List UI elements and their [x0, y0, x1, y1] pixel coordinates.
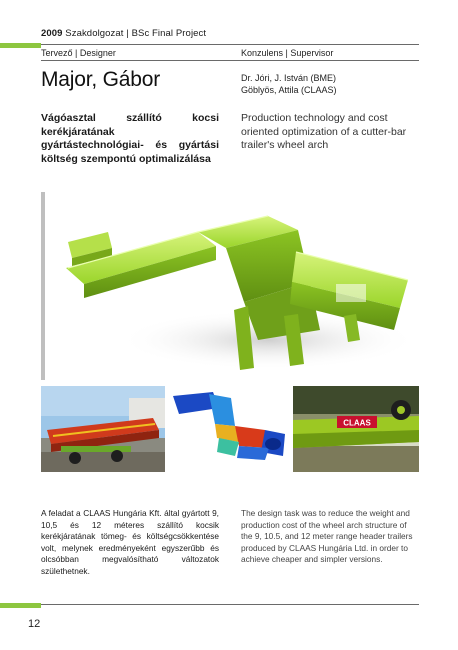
fem-analysis-image: [169, 386, 289, 472]
supervisor-2: Göblyös, Attila (CLAAS): [241, 85, 337, 95]
designer-name: Major, Gábor: [41, 68, 160, 91]
footer-rule: [41, 604, 419, 605]
title-english: Production technology and cost oriented optimization of a cutter-bar trailer's wheel arch: [241, 112, 407, 151]
roles-rule: [41, 60, 419, 61]
header-project: Szakdolgozat | BSc Final Project: [62, 28, 207, 39]
accent-bar-top: [0, 43, 41, 48]
body-text-hungarian: A feladat a CLAAS Hungária Kft. által gyártott 9, 10,5 és 12 méteres szállító kocsik kerékjáratának tömeg- és költségcsökkentése volt, melynek eredményeként egyszerűbb és olcsóbban megvalósítható változatok születhetnek.: [41, 508, 219, 576]
claas-logo-text: CLAAS: [343, 418, 371, 428]
trailer-photo: [41, 386, 165, 472]
page-number: 12: [28, 618, 41, 630]
header-rule: [41, 44, 419, 45]
supervisor-list: [241, 72, 337, 96]
accent-bar-bottom: [0, 603, 41, 608]
title-hungarian: Vágóasztal szállító kocsi kerékjáratának gyártástechnológiai- és gyártási költség szempontú optimalizálása: [41, 112, 219, 165]
supervisor-label: Konzulens | Supervisor: [241, 48, 334, 58]
header-title: [41, 28, 206, 39]
claas-trailer-photo: [293, 386, 419, 472]
image-side-bar: [41, 192, 45, 380]
hero-frame-render: [48, 190, 420, 382]
supervisor-1: Dr. Jóri, J. István (BME): [241, 73, 337, 83]
designer-label: Tervező | Designer: [41, 48, 116, 58]
header-year: 2009: [41, 28, 63, 39]
body-text-english: The design task was to reduce the weight and production cost of the wheel arch structure of the 9, 10.5, and 12 meter range header trailers produced by CLAAS Hungária Ltd. in order to achieve cheaper and simpler versions.: [241, 508, 413, 565]
